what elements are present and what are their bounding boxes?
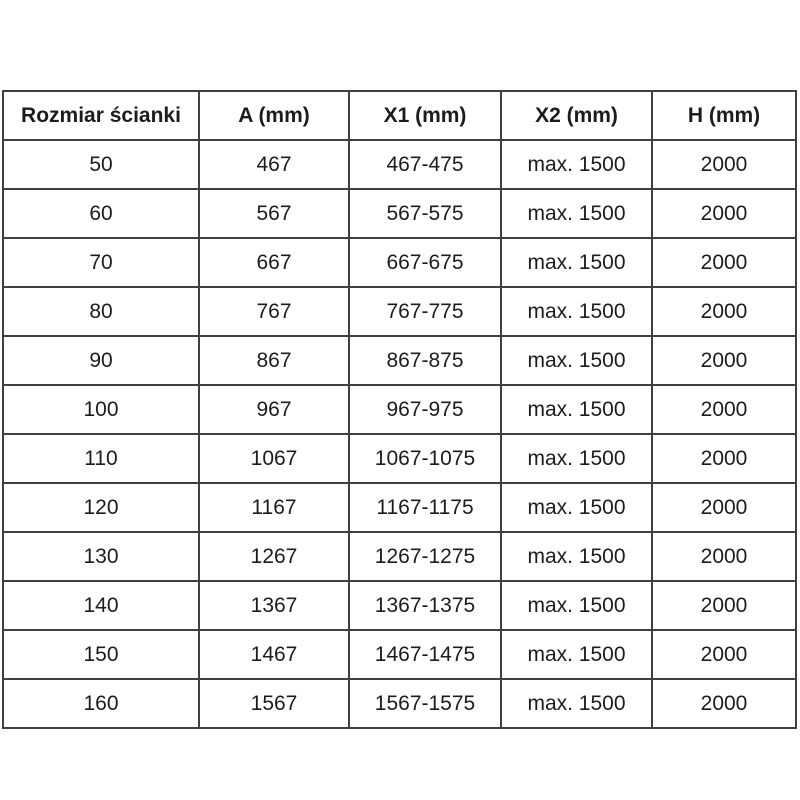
table-row	[3, 581, 796, 630]
column-header-x1: X1 (mm)	[349, 91, 501, 140]
table-cell: 1267	[199, 532, 349, 581]
table-row	[3, 238, 796, 287]
table-cell: max. 1500	[501, 140, 652, 189]
table-cell: 1567-1575	[349, 679, 501, 728]
table-cell: 867-875	[349, 336, 501, 385]
table-cell: 967-975	[349, 385, 501, 434]
table-row	[3, 630, 796, 679]
table-cell: 1067-1075	[349, 434, 501, 483]
table-cell: 867	[199, 336, 349, 385]
table-row	[3, 434, 796, 483]
table-cell: 2000	[652, 679, 796, 728]
table-cell: 120	[3, 483, 199, 532]
table-row	[3, 532, 796, 581]
column-header-x2: X2 (mm)	[501, 91, 652, 140]
table-cell: max. 1500	[501, 238, 652, 287]
table-cell: 2000	[652, 483, 796, 532]
table-cell: 2000	[652, 532, 796, 581]
column-header-h: H (mm)	[652, 91, 796, 140]
header-row	[3, 91, 796, 140]
table-body	[3, 140, 796, 728]
table-cell: 2000	[652, 385, 796, 434]
table-cell: 1167-1175	[349, 483, 501, 532]
table-cell: max. 1500	[501, 630, 652, 679]
table-row	[3, 336, 796, 385]
table-cell: 90	[3, 336, 199, 385]
table-cell: 110	[3, 434, 199, 483]
table-cell: max. 1500	[501, 532, 652, 581]
table-cell: 467-475	[349, 140, 501, 189]
table-cell: max. 1500	[501, 287, 652, 336]
table-row	[3, 140, 796, 189]
table-cell: 1467	[199, 630, 349, 679]
table-cell: max. 1500	[501, 434, 652, 483]
table-cell: max. 1500	[501, 385, 652, 434]
table-cell: max. 1500	[501, 483, 652, 532]
table-cell: 2000	[652, 581, 796, 630]
table-cell: 100	[3, 385, 199, 434]
table-cell: 80	[3, 287, 199, 336]
table-cell: max. 1500	[501, 336, 652, 385]
table-cell: 1067	[199, 434, 349, 483]
table-cell: 70	[3, 238, 199, 287]
table-row	[3, 189, 796, 238]
table-cell: max. 1500	[501, 581, 652, 630]
table-cell: 140	[3, 581, 199, 630]
table-cell: 150	[3, 630, 199, 679]
table-cell: 1367-1375	[349, 581, 501, 630]
column-header-rozmiar: Rozmiar ścianki	[3, 91, 199, 140]
table-cell: 2000	[652, 336, 796, 385]
table-cell: 667-675	[349, 238, 501, 287]
table-cell: 1567	[199, 679, 349, 728]
table-cell: 2000	[652, 434, 796, 483]
table-row	[3, 679, 796, 728]
table-cell: 2000	[652, 238, 796, 287]
table-cell: 1167	[199, 483, 349, 532]
table-cell: 767	[199, 287, 349, 336]
table-cell: max. 1500	[501, 679, 652, 728]
dimensions-table	[2, 90, 797, 729]
table-row	[3, 483, 796, 532]
table-cell: 50	[3, 140, 199, 189]
table-cell: 1267-1275	[349, 532, 501, 581]
table-cell: 967	[199, 385, 349, 434]
table-cell: 667	[199, 238, 349, 287]
table-cell: 767-775	[349, 287, 501, 336]
table-cell: 1367	[199, 581, 349, 630]
table-cell: 130	[3, 532, 199, 581]
table-cell: 2000	[652, 189, 796, 238]
table-cell: 2000	[652, 287, 796, 336]
table-cell: 160	[3, 679, 199, 728]
table-cell: 2000	[652, 140, 796, 189]
table-cell: 567	[199, 189, 349, 238]
table-cell: 1467-1475	[349, 630, 501, 679]
column-header-a: A (mm)	[199, 91, 349, 140]
table-cell: 2000	[652, 630, 796, 679]
table-cell: 467	[199, 140, 349, 189]
table-cell: max. 1500	[501, 189, 652, 238]
table-row	[3, 385, 796, 434]
table-row	[3, 287, 796, 336]
table-cell: 60	[3, 189, 199, 238]
table-cell: 567-575	[349, 189, 501, 238]
